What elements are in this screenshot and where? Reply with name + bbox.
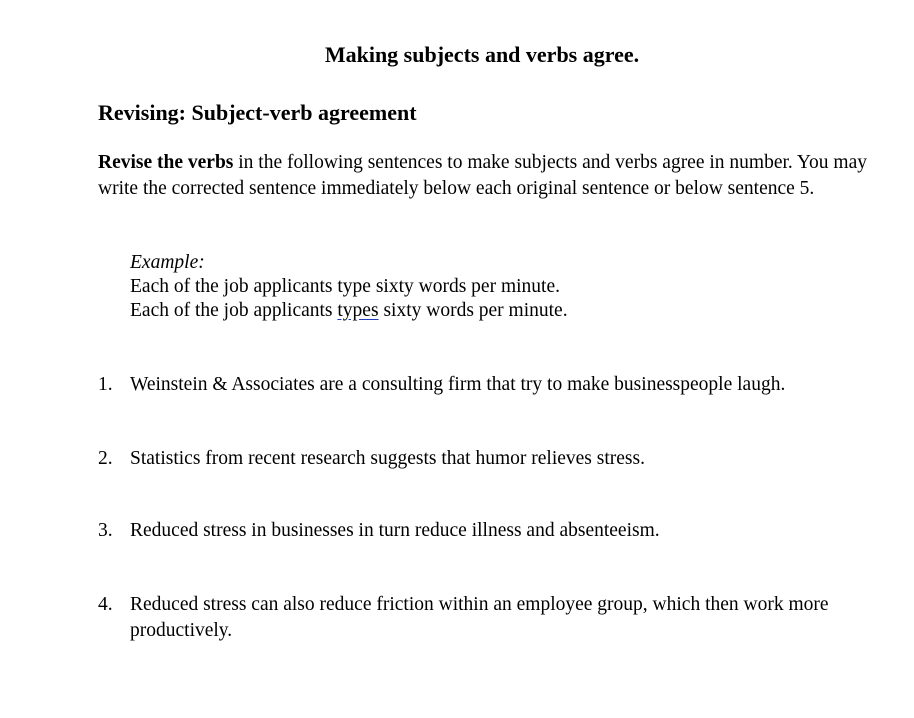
example-original-sentence: Each of the job applicants type sixty words per minute. — [130, 276, 560, 297]
example-corrected-sentence — [130, 299, 568, 323]
list-item-number: 2. — [98, 448, 113, 469]
list-item — [98, 518, 888, 544]
instructions-text: in the following sentences to make subjects and verbs agree in number. You may write the corrected sentence immediately below each original sentence or below sentence 5. — [98, 152, 868, 199]
list-item-text: Statistics from recent research suggests that humor relieves stress. — [130, 448, 645, 469]
list-item-number: 3. — [98, 520, 113, 541]
section-heading: Revising: Subject-verb agreement — [98, 100, 417, 125]
list-item-text: Reduced stress in businesses in turn reduce illness and absenteeism. — [130, 520, 660, 541]
example-block — [130, 251, 568, 323]
list-item-text: Reduced stress can also reduce friction within an employee group, which then work more productively. — [130, 594, 829, 641]
example-corrected-before: Each of the job applicants — [130, 300, 338, 321]
instructions-bold-lead: Revise the verbs — [98, 152, 234, 173]
example-label: Example: — [130, 252, 205, 273]
list-item-text: Weinstein & Associates are a consulting firm that try to make businesspeople laugh. — [130, 374, 786, 395]
list-item-number: 4. — [98, 594, 113, 615]
list-item — [98, 592, 888, 643]
example-corrected-after: sixty words per minute. — [378, 300, 568, 321]
example-corrected-verb: types — [337, 300, 379, 321]
list-item-number: 1. — [98, 374, 113, 395]
list-item — [98, 446, 888, 472]
page-title: Making subjects and verbs agree. — [324, 42, 640, 67]
instructions-paragraph — [98, 150, 888, 201]
list-item — [98, 372, 888, 398]
